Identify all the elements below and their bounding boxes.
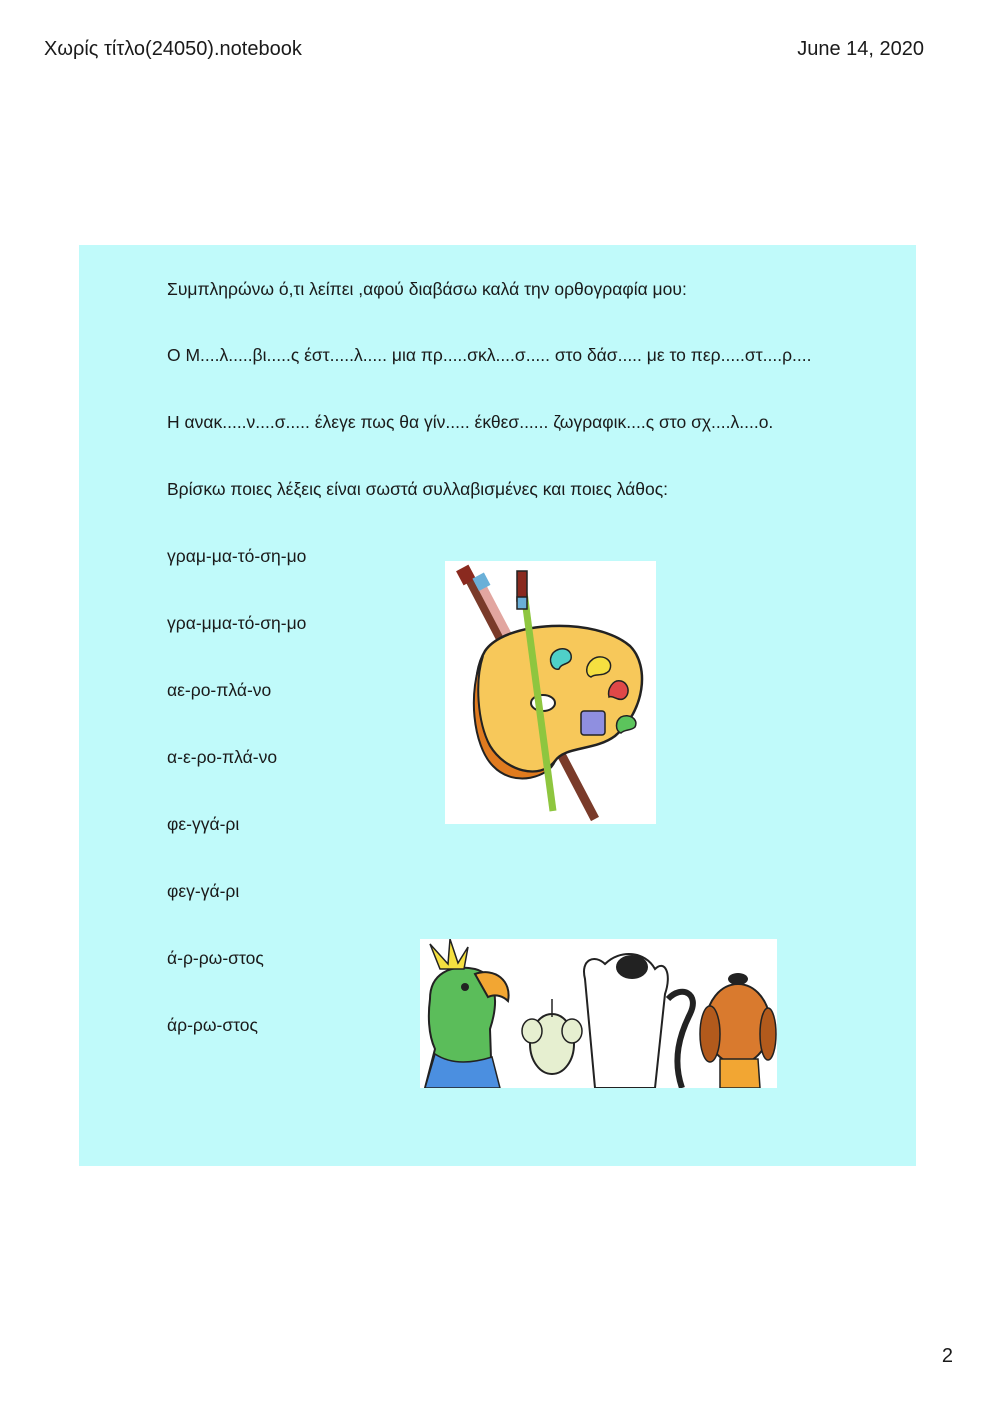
worksheet-panel [79,245,916,1166]
word-item: αε-ρο-πλά-νο [167,680,272,700]
word-item: φε-γγά-ρι [167,814,240,834]
word-item: άρ-ρω-στος [167,1015,258,1035]
page-number: 2 [941,1345,953,1367]
word-item: α-ε-ρο-πλά-νο [167,747,278,767]
paint-palette-image [445,561,656,824]
word-item: γρα-μμα-τό-ση-μο [167,613,307,633]
document-title: Χωρίς τίτλο(24050).notebook [44,38,302,60]
word-item: ά-ρ-ρω-στος [167,948,264,968]
exercise-sentence-1: Ο Μ....λ.....βι.....ς έστ.....λ..... μια πρ.....σκλ....σ..... στο δάσ..... με το περ.....στ....ρ.... [167,345,812,365]
animals-image [420,939,777,1088]
word-item: γραμ-μα-τό-ση-μο [167,546,307,566]
instruction-fill-in: Συμπληρώνω ό,τι λείπει ,αφού διαβάσω καλά την ορθογραφία μου: [167,279,687,299]
word-item: φεγ-γά-ρι [167,881,240,901]
exercise-sentence-2: Η ανακ.....ν....σ..... έλεγε πως θα γίν..... έκθεσ...... ζωγραφικ....ς στο σχ....λ....ο. [167,412,774,432]
document-date: June 14, 2020 [797,38,924,60]
instruction-syllables: Βρίσκω ποιες λέξεις είναι σωστά συλλαβισμένες και ποιες λάθος: [167,479,669,499]
